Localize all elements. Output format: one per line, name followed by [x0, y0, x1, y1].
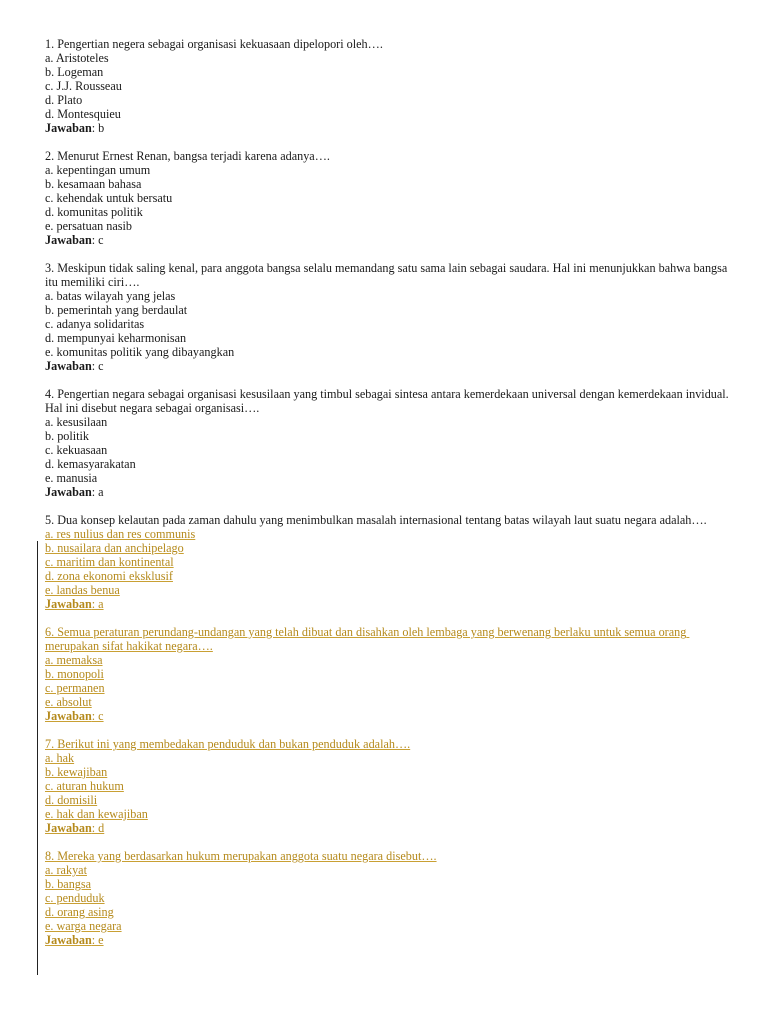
answer-option: d. domisili [45, 793, 98, 807]
answer-label: Jawaban [45, 485, 92, 499]
answer-option: d. Plato [45, 93, 83, 107]
question-block [45, 625, 735, 723]
answer-option: d. komunitas politik [45, 205, 143, 219]
answer-option: a. batas wilayah yang jelas [45, 289, 176, 303]
answer-option: a. memaksa [45, 653, 103, 667]
answer-value: : e [91, 933, 104, 947]
answer-value: : b [91, 121, 105, 135]
answer-option: e. manusia [45, 471, 98, 485]
question-text: 8. Mereka yang berdasarkan hukum merupakan anggota suatu negara disebut…. [45, 849, 437, 863]
answer-option: a. rakyat [45, 863, 87, 877]
answer-option: e. hak dan kewajiban [45, 807, 148, 821]
answer-option: d. kemasyarakatan [45, 457, 136, 471]
question-text: 3. Meskipun tidak saling kenal, para anggota bangsa selalu memandang satu sama lain sebagai saudara. Hal ini menunjukkan bahwa bangsa itu memiliki ciri…. [45, 261, 731, 289]
answer-label: Jawaban [45, 597, 92, 611]
answer-option: b. monopoli [45, 667, 104, 681]
answer-option: b. Logeman [45, 65, 104, 79]
answer-key [45, 709, 735, 723]
answer-option: a. hak [45, 751, 75, 765]
answer-option: e. warga negara [45, 919, 122, 933]
question-text: 5. Dua konsep kelautan pada zaman dahulu yang menimbulkan masalah internasional tentang batas wilayah laut suatu negara adalah…. [45, 513, 707, 527]
answer-key [45, 233, 735, 247]
answer-option: c. kekuasaan [45, 443, 108, 457]
answer-option: a. kesusilaan [45, 415, 108, 429]
answer-option: c. J.J. Rousseau [45, 79, 122, 93]
answer-option: b. nusailara dan anchipelago [45, 541, 184, 555]
question-block [45, 513, 735, 527]
answer-value: : c [91, 359, 104, 373]
answer-value: : d [91, 821, 105, 835]
answer-key [45, 485, 735, 499]
question-block [45, 37, 735, 135]
question-block [45, 527, 735, 611]
question-block [45, 149, 735, 247]
answer-option: c. maritim dan kontinental [45, 555, 174, 569]
answer-key [45, 933, 735, 947]
question-text: 2. Menurut Ernest Renan, bangsa terjadi karena adanya…. [45, 149, 330, 163]
answer-option: c. kehendak untuk bersatu [45, 191, 173, 205]
question-text: 7. Berikut ini yang membedakan penduduk dan bukan penduduk adalah…. [45, 737, 411, 751]
answer-key [45, 359, 735, 373]
answer-option: d. orang asing [45, 905, 114, 919]
question-block [45, 849, 735, 947]
answer-option: d. Montesquieu [45, 107, 121, 121]
answer-value: : a [91, 485, 104, 499]
question-block [45, 261, 735, 373]
change-bar [37, 541, 38, 975]
answer-key [45, 597, 735, 611]
answer-value: : c [91, 709, 104, 723]
answer-label: Jawaban [45, 821, 92, 835]
question-text: 1. Pengertian negera sebagai organisasi kekuasaan dipelopori oleh…. [45, 37, 383, 51]
answer-option: b. bangsa [45, 877, 92, 891]
question-text: 6. Semua peraturan perundang-undangan yang telah dibuat dan disahkan oleh lembaga yang berwenang berlaku untuk semua orang merupakan sifat hakikat negara…. [45, 625, 690, 653]
answer-label: Jawaban [45, 933, 92, 947]
answer-option: d. mempunyai keharmonisan [45, 331, 187, 345]
answer-option: e. komunitas politik yang dibayangkan [45, 345, 235, 359]
answer-label: Jawaban [45, 359, 92, 373]
answer-option: c. permanen [45, 681, 105, 695]
question-text: 4. Pengertian negara sebagai organisasi kesusilaan yang timbul sebagai sintesa antara kemerdekaan universal dengan kemerdekaan invidual. Hal ini disebut negara sebagai organisasi…. [45, 387, 732, 415]
answer-option: e. landas benua [45, 583, 120, 597]
answer-label: Jawaban [45, 709, 92, 723]
answer-value: : c [91, 233, 104, 247]
answer-option: c. aturan hukum [45, 779, 124, 793]
question-block [45, 737, 735, 835]
answer-value: : a [91, 597, 104, 611]
document-page [45, 37, 735, 961]
answer-label: Jawaban [45, 121, 92, 135]
answer-option: a. kepentingan umum [45, 163, 151, 177]
answer-key [45, 121, 735, 135]
answer-option: b. pemerintah yang berdaulat [45, 303, 188, 317]
answer-option: d. zona ekonomi eksklusif [45, 569, 173, 583]
answer-key [45, 821, 735, 835]
question-block [45, 387, 735, 499]
answer-option: c. penduduk [45, 891, 105, 905]
answer-option: c. adanya solidaritas [45, 317, 145, 331]
answer-option: b. politik [45, 429, 90, 443]
answer-option: a. res nulius dan res communis [45, 527, 196, 541]
answer-option: e. absolut [45, 695, 92, 709]
answer-option: e. persatuan nasib [45, 219, 132, 233]
answer-option: b. kewajiban [45, 765, 108, 779]
answer-label: Jawaban [45, 233, 92, 247]
answer-option: a. Aristoteles [45, 51, 109, 65]
answer-option: b. kesamaan bahasa [45, 177, 142, 191]
